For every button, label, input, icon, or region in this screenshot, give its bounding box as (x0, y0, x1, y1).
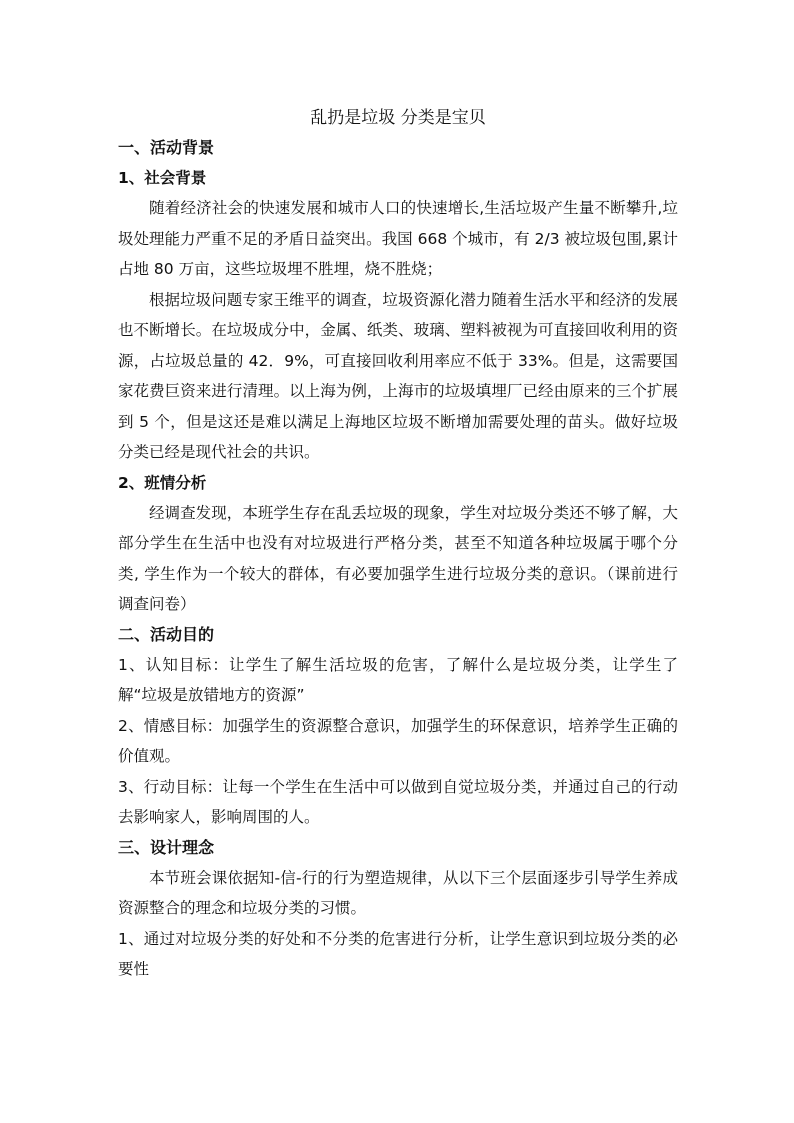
section-heading-purpose: 二、活动目的 (118, 624, 215, 644)
design-item-1: 1、通过对垃圾分类的好处和不分类的危害进行分析，让学生意识到垃圾分类的必要性 (118, 929, 678, 978)
purpose-item-cognitive: 1、认知目标：让学生了解生活垃圾的危害，了解什么是垃圾分类，让学生了解“垃圾是放错地方的资源” (118, 655, 678, 704)
purpose-item-action: 3、行动目标：让每一个学生在生活中可以做到自觉垃圾分类，并通过自己的行动去影响家人，影响周围的人。 (118, 777, 678, 826)
paragraph-design-1: 本节班会课依据知-信-行的行为塑造规律，从以下三个层面逐步引导学生养成资源整合的理念和垃圾分类的习惯。 (118, 868, 678, 917)
purpose-item-emotional: 2、情感目标：加强学生的资源整合意识，加强学生的环保意识，培养学生正确的价值观。 (118, 716, 678, 765)
document-title: 乱扔是垃圾 分类是宝贝 (310, 108, 486, 128)
paragraph-class-1: 经调查发现，本班学生存在乱丢垃圾的现象，学生对垃圾分类还不够了解，大部分学生在生活中也没有对垃圾进行严格分类，甚至不知道各种垃圾属于哪个分类, 学生作为一个较大的群体，有必要加强学生进行垃圾分类的意识。（课前进行调查问卷） (118, 503, 678, 613)
paragraph-social-1: 随着经济社会的快速发展和城市人口的快速增长,生活垃圾产生量不断攀升,垃圾处理能力严重不足的矛盾日益突出。我国 668 个城市，有 2/3 被垃圾包围,累计占地 80 万亩，这些垃圾埋不胜埋，烧不胜烧； (118, 199, 678, 278)
section-heading-design: 三、设计理念 (118, 837, 215, 857)
subsection-heading-social: 1、社会背景 (118, 169, 207, 187)
paragraph-social-2: 根据垃圾问题专家王维平的调查，垃圾资源化潜力随着生活水平和经济的发展也不断增长。在垃圾成分中，金属、纸类、玻璃、塑料被视为可直接回收利用的资源，占垃圾总量的 42．9%，可直接回收利用率应不低于 33%。但是，这需要国家花费巨资来进行清理。以上海为例，上海市的垃圾填埋厂已经由原来的三个扩展到 5 个，但是这还是难以满足上海地区垃圾不断增加需要处理的苗头。做好垃圾分类已经是现代社会的共识。 (118, 290, 678, 461)
document-body (118, 103, 678, 985)
subsection-heading-class: 2、班情分析 (118, 473, 207, 492)
section-heading-background: 一、活动背景 (118, 138, 215, 157)
